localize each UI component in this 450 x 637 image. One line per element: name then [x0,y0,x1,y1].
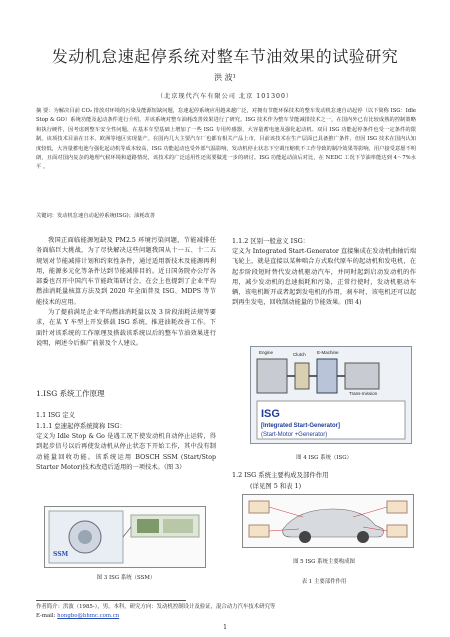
fig4-isg-label: ISG [261,408,280,420]
abstract: 摘 要：为解决目前 CO₂ 排放对环境的污染及能源短缺问题，怠速起停系统应用越来越广泛，对拥有节能环保技术的整车发动机怠速自动起停（以下简称 ISG：Idle Stop & GO）系统功能及起动条件进行介绍，并该系统对整车油耗改善效果进行了研究。ISG 技术作为整车节能减排技术之一，在国内外已有比较成熟的控制策略和执行硬件，因考虑到整车安全性问题，在基本车型基础上增加了一些 ISG 专用传感器、大容量蓄电池及强化起动机、双目 ISG 功能起停条件也受一定条件的限制。该项技术目前在日本、欧洲等地区实现量产。在国内几大主要汽车厂也都有相关产品上市，目前该技术在生产层面已具备推广条件，但因 ISG 技术在国内认知度较低，大容量蓄电池与强化起动机等成本较高，ISG 功能起动也受外部气温影响，发动机停止状态下空调压缩机不工作导致的制冷效果等影响，用户接受意愿不明朗，且面对国内复杂的地理气候环境和道路情况，该技术的广泛适用性还需要做进一步的研讨。ISG 功能起动前后对比，在 NEDC 工况下节油率能达到 4～7%水平 。 [36,108,416,171]
body-paragraph: 为了提前满足企业平均燃油消耗量以及 3 阶段油耗法规等要求，在某 Y 车型上开发搭载 ISG 系统，推进油耗改善工作。下面针对该系统的工作原理及搭载该系统以后的整车节油效果进行说明，阐述今后推广前景及个人建议。 [36,309,216,347]
section-heading: 1.ISG 系统工作原理 [36,389,105,398]
figure-5 [242,494,414,548]
body-paragraph: 我国正面临能源短缺及 PM2.5 环境污染问题，节能减排任务面临巨大挑战，为了尽快解决这些问题我国从十一五、十二五规划对节能减排计划和约束性条件，通过适用新技术及能源再利用，能源多元化等条件达到节能减排目的。近日国务院办公厅各部委也召开中国汽车节能政策研讨会，在会上也提到了企业平均燃油消耗量核算方法及到 2020 年全面普及 ISG、MDPS 等节能技术的应用。 [36,237,216,306]
fig3-ssm-label: SSM [53,551,69,558]
left-column-lower [36,432,216,473]
keywords: 关键词：发动机怠速自动起停系统(ISG)；油耗改善 [36,213,155,219]
fig4-isg-fullname: [Integrated Start-Generator] [261,423,341,429]
body-paragraph: 定义为 Idle Stop & Go 是遇工况下使发动机自动停止运转，得到起步信号以后再使发动机从停止状态下开始工作，其中没有制动能量回收功能。该系统运用 BOSCH SSM (Start/Stop Starter Motor)技术改造后适用的一项技术。（图 3） [36,433,216,471]
subsection-heading: 1.2 ISG 系统主要构成及部件作用 [232,471,329,479]
subsubsection-heading: 1.1.1 怠速起停系统简称 ISG： [36,422,126,430]
fig4-transmission-label: Trans-mission [349,391,378,396]
isg-diagram [251,347,411,443]
footnote [36,603,416,621]
subsection-heading: 1.1 ISG 定义 [36,411,76,419]
subsubsection-heading: 1.1.2 区别一般意义 ISG： [232,237,310,245]
email-label: E-mail: [36,613,58,619]
page-number: 1 [223,624,227,631]
left-column [36,236,216,349]
fig4-engine-label: Engine [259,350,274,355]
table-1-caption: 表 1 主要部件作用 [301,579,347,585]
affiliation: （北京现代汽车有限公司 北京 101300） [156,93,294,100]
subsection-note: (详见图 5 和表 1) [250,482,302,490]
fig4-emachine-label: E-Machine [317,350,339,355]
ssm-diagram [45,507,205,567]
isg-components-diagram [243,495,413,547]
footnote-rule [36,600,186,601]
author: 洪 波¹ [214,73,236,82]
email-line [36,612,416,621]
body-paragraph: 定义为 Integrated Start-Generator 直接集成在发动机曲轴后端飞轮上，就是直接以某种啮合方式取代原车的起动机和发电机，在起步阶段短时替代发动机驱动汽车，并同时起到启动发动机的作用，减少发动机的怠速损耗和污染，正常行使时，发动机驱动车辆，该电机断开或者起到发电机的作用，刹车时，该电机还可以起到再生发电，回收制动能量的节能效果。(图 4) [232,248,416,307]
author-bio: 作者简介：洪波（1985-），男，本科，研究方向：发动机控制设计及验证，混合动力汽车技术研究等 [36,604,276,610]
right-column [232,247,416,309]
figure-3 [44,506,206,568]
paper-title: 发动机怠速起停系统对整车节油效果的试验研究 [51,47,399,66]
figure-4 [250,346,412,444]
figure-3-caption: 图 3 ISG 系统（SSM） [96,575,156,581]
email-link[interactable]: hongbo@bhmc.com.cn [57,613,120,619]
fig4-isg-desc: (Start-Motor +Generator) [261,432,328,438]
figure-4-caption: 图 4 ISG 系统（ISG） [296,455,352,461]
figure-5-caption: 图 5 ISG 系统主要构成图 [293,559,355,565]
fig4-clutch-label: Clutch [293,352,306,357]
